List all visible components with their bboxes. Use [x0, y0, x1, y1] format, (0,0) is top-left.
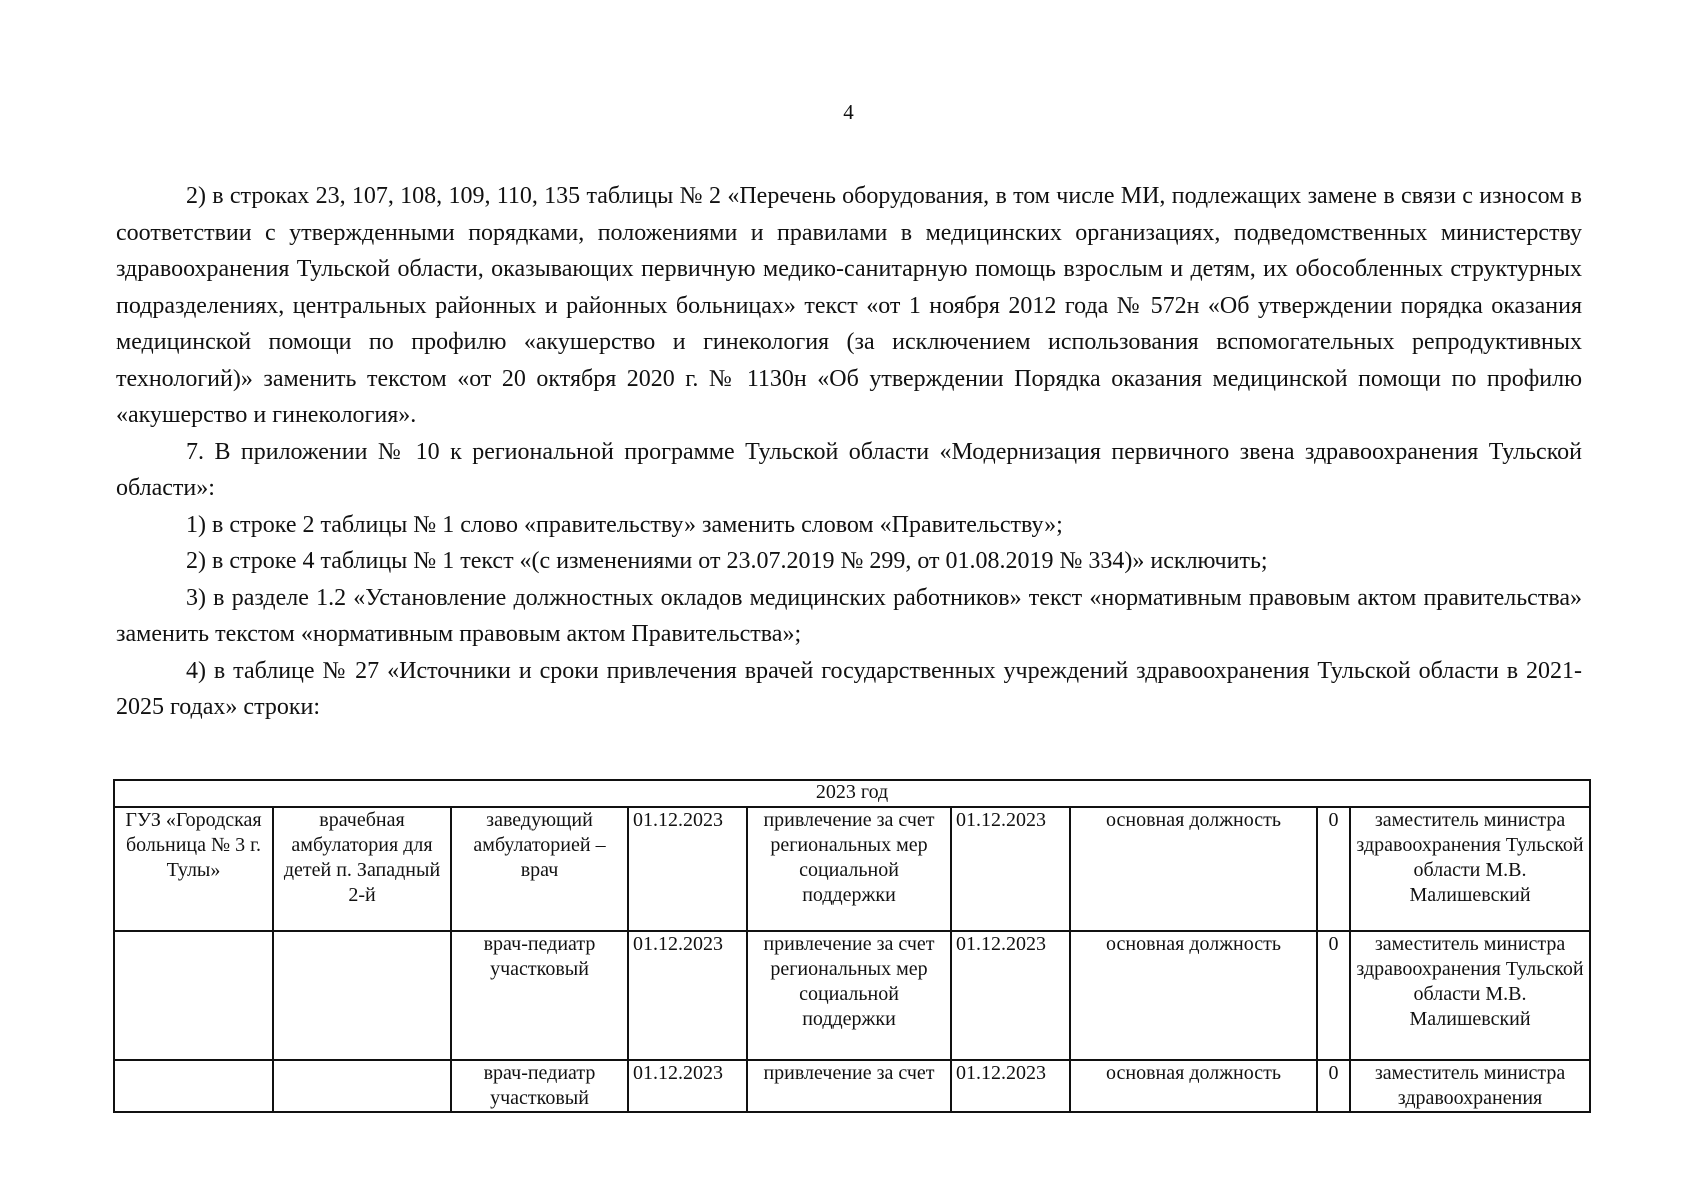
post-type-cell: основная должность: [1070, 1060, 1317, 1112]
unit-cell: [273, 931, 451, 1060]
date-cell: 01.12.2023: [628, 931, 747, 1060]
post-type-cell: основная должность: [1070, 807, 1317, 931]
responsible-cell: заместитель министра здравоохранения: [1350, 1060, 1590, 1112]
table-row: [114, 807, 1590, 931]
paragraph: 4) в таблице № 27 «Источники и сроки привлечения врачей государственных учреждений здравоохранения Тульской области в 2021-2025 годах» строки:: [116, 657, 1582, 720]
count-cell: 0: [1317, 1060, 1350, 1112]
institution-cell: ГУЗ «Городская больница № 3 г. Тулы»: [114, 807, 273, 931]
date-cell: 01.12.2023: [628, 807, 747, 931]
institution-cell: [114, 931, 273, 1060]
source-cell: привлечение за счет: [747, 1060, 951, 1112]
page-number: 4: [843, 100, 854, 124]
responsible-cell: заместитель министра здравоохранения Тульской области М.В. Малишевский: [1350, 931, 1590, 1060]
date-cell: 01.12.2023: [951, 931, 1070, 1060]
responsible-cell: заместитель министра здравоохранения Тульской области М.В. Малишевский: [1350, 807, 1590, 931]
unit-cell: врачебная амбулатория для детей п. Западный 2-й: [273, 807, 451, 931]
date-cell: 01.12.2023: [628, 1060, 747, 1112]
source-cell: привлечение за счет региональных мер социальной поддержки: [747, 931, 951, 1060]
source-cell: привлечение за счет региональных мер социальной поддержки: [747, 807, 951, 931]
position-cell: врач-педиатр участковый: [451, 1060, 628, 1112]
date-cell: 01.12.2023: [951, 807, 1070, 931]
count-cell: 0: [1317, 931, 1350, 1060]
position-cell: врач-педиатр участковый: [451, 931, 628, 1060]
table-row: [114, 931, 1590, 1060]
amendment-table: [113, 779, 1591, 1113]
body-text: [116, 178, 1582, 726]
table-row: [114, 1060, 1590, 1112]
count-cell: 0: [1317, 807, 1350, 931]
paragraph: 2) в строках 23, 107, 108, 109, 110, 135 таблицы № 2 «Перечень оборудования, в том числе МИ, подлежащих замене в связи с износом в соответствии с утвержденными порядками, положениями и правилами в медицинских организациях, подведомственных министерству здравоохранения Тульской области, оказывающих первичную медико-санитарную помощь взрослым и детям, их обособленных структурных подразделениях, центральных районных и районных больницах» текст «от 1 ноября 2012 года № 572н «Об утверждении порядка оказания медицинской помощи по профилю «акушерство и гинекология (за исключением использования вспомогательных репродуктивных технологий)» заменить текстом «от 20 октября 2020 г. № 1130н «Об утверждении Порядка оказания медицинской помощи по профилю «акушерство и гинекология».: [116, 183, 1582, 428]
paragraph: 3) в разделе 1.2 «Установление должностных окладов медицинских работников» текст «нормативным правовым актом правительства» заменить текстом «нормативным правовым актом Правительства»;: [116, 584, 1582, 647]
date-cell: 01.12.2023: [951, 1060, 1070, 1112]
paragraph: 7. В приложении № 10 к региональной программе Тульской области «Модернизация первичного звена здравоохранения Тульской области»:: [116, 438, 1582, 501]
institution-cell: [114, 1060, 273, 1112]
paragraph: 1) в строке 2 таблицы № 1 слово «правительству» заменить словом «Правительству»;: [186, 511, 1063, 538]
year-header: 2023 год: [114, 780, 1590, 807]
post-type-cell: основная должность: [1070, 931, 1317, 1060]
paragraph: 2) в строке 4 таблицы № 1 текст «(с изменениями от 23.07.2019 № 299, от 01.08.2019 № 334)» исключить;: [186, 548, 1268, 574]
position-cell: заведующий амбулаторией – врач: [451, 807, 628, 931]
unit-cell: [273, 1060, 451, 1112]
table-header-row: [114, 780, 1590, 807]
